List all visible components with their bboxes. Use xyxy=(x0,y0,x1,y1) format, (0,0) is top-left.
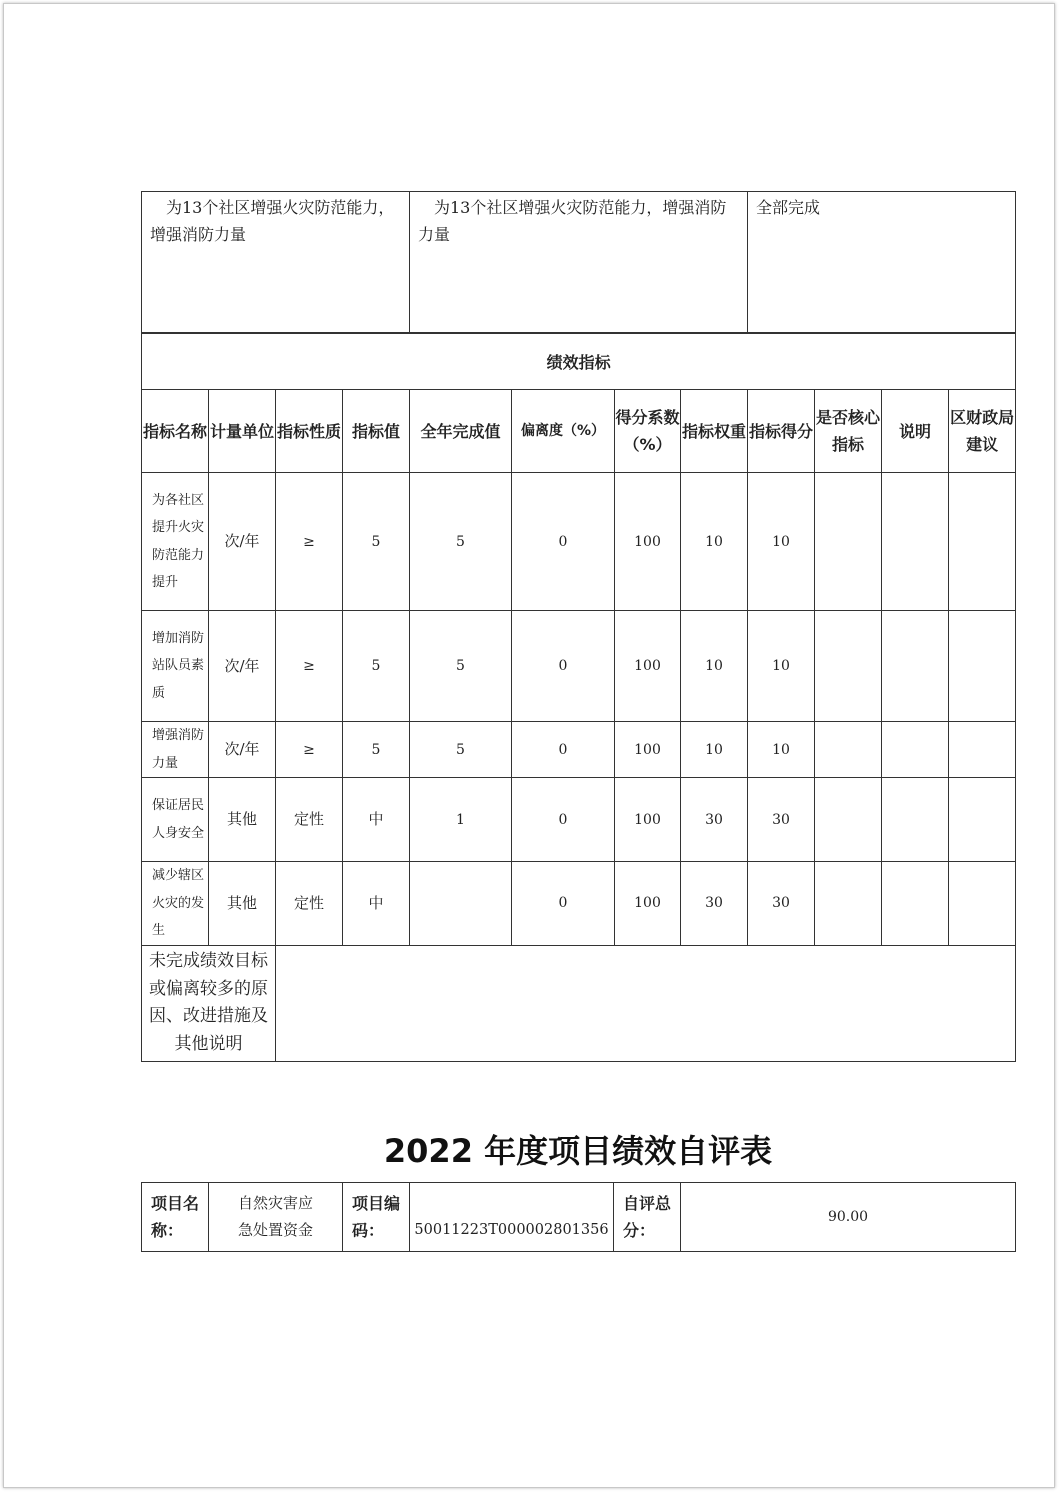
header-note: 说明 xyxy=(882,390,949,473)
row-advice xyxy=(949,778,1016,862)
row-note xyxy=(882,722,949,778)
project-info-table xyxy=(141,1182,1016,1252)
section-title: 绩效指标 xyxy=(142,333,1016,390)
row-coef: 100 xyxy=(615,778,681,862)
row-coef: 100 xyxy=(615,611,681,722)
note-label: 未完成绩效目标或偏离较多的原因、改进措施及其他说明 xyxy=(142,945,276,1061)
row-nature: ≥ xyxy=(276,611,343,722)
row-unit: 其他 xyxy=(209,862,276,946)
actual-text: 为13个社区增强火灾防范能力，增强消防力量 xyxy=(410,192,748,334)
row-core xyxy=(815,473,882,611)
row-name: 保证居民人身安全 xyxy=(142,778,209,862)
header-coef: 得分系数（%） xyxy=(615,390,681,473)
row-name: 为各社区提升火灾防范能力提升 xyxy=(142,473,209,611)
row-nature: 定性 xyxy=(276,778,343,862)
row-deviation: 0 xyxy=(512,473,615,611)
status-text: 全部完成 xyxy=(748,192,1016,334)
row-advice xyxy=(949,722,1016,778)
row-weight: 30 xyxy=(681,778,748,862)
header-core: 是否核心指标 xyxy=(815,390,882,473)
row-actual: 5 xyxy=(410,473,512,611)
document-title: 2022 年度项目绩效自评表 xyxy=(383,1132,773,1170)
table-row xyxy=(142,611,1016,722)
row-weight: 10 xyxy=(681,473,748,611)
row-name: 增加消防站队员素质 xyxy=(142,611,209,722)
row-coef: 100 xyxy=(615,473,681,611)
row-score: 30 xyxy=(748,778,815,862)
row-score: 10 xyxy=(748,473,815,611)
goal-summary-table xyxy=(141,191,1016,334)
self-score-label: 自评总分： xyxy=(614,1183,681,1252)
self-score-value: 90.00 xyxy=(681,1183,1016,1252)
row-score: 30 xyxy=(748,862,815,946)
row-advice xyxy=(949,473,1016,611)
row-nature: ≥ xyxy=(276,473,343,611)
row-weight: 30 xyxy=(681,862,748,946)
table-row xyxy=(142,473,1016,611)
row-unit: 次/年 xyxy=(209,722,276,778)
performance-indicator-table xyxy=(141,332,1016,1062)
project-code-label: 项目编码： xyxy=(343,1183,410,1252)
table-row xyxy=(142,862,1016,946)
row-deviation: 0 xyxy=(512,862,615,946)
row-unit: 次/年 xyxy=(209,473,276,611)
row-note xyxy=(882,473,949,611)
project-code-value: 50011223T000002801356 xyxy=(410,1183,614,1252)
row-name: 增强消防力量 xyxy=(142,722,209,778)
header-nature: 指标性质 xyxy=(276,390,343,473)
header-advice: 区财政局建议 xyxy=(949,390,1016,473)
goal-text: 为13个社区增强火灾防范能力，增强消防力量 xyxy=(142,192,410,334)
row-advice xyxy=(949,862,1016,946)
row-target: 中 xyxy=(343,778,410,862)
row-core xyxy=(815,862,882,946)
row-weight: 10 xyxy=(681,722,748,778)
header-unit: 计量单位 xyxy=(209,390,276,473)
row-note xyxy=(882,611,949,722)
row-deviation: 0 xyxy=(512,722,615,778)
row-core xyxy=(815,722,882,778)
row-score: 10 xyxy=(748,722,815,778)
row-nature: ≥ xyxy=(276,722,343,778)
row-name: 减少辖区火灾的发生 xyxy=(142,862,209,946)
row-note xyxy=(882,778,949,862)
row-unit: 次/年 xyxy=(209,611,276,722)
row-core xyxy=(815,778,882,862)
row-actual xyxy=(410,862,512,946)
row-target: 5 xyxy=(343,611,410,722)
table-row xyxy=(142,778,1016,862)
row-actual: 5 xyxy=(410,722,512,778)
row-nature: 定性 xyxy=(276,862,343,946)
project-name-label: 项目名称： xyxy=(142,1183,209,1252)
row-deviation: 0 xyxy=(512,611,615,722)
row-core xyxy=(815,611,882,722)
header-name: 指标名称 xyxy=(142,390,209,473)
row-unit: 其他 xyxy=(209,778,276,862)
row-score: 10 xyxy=(748,611,815,722)
row-actual: 5 xyxy=(410,611,512,722)
header-score: 指标得分 xyxy=(748,390,815,473)
row-coef: 100 xyxy=(615,862,681,946)
header-weight: 指标权重 xyxy=(681,390,748,473)
row-actual: 1 xyxy=(410,778,512,862)
row-target: 中 xyxy=(343,862,410,946)
row-target: 5 xyxy=(343,722,410,778)
table-row xyxy=(142,722,1016,778)
row-deviation: 0 xyxy=(512,778,615,862)
header-target: 指标值 xyxy=(343,390,410,473)
note-value xyxy=(276,945,1016,1061)
header-actual: 全年完成值 xyxy=(410,390,512,473)
row-target: 5 xyxy=(343,473,410,611)
row-coef: 100 xyxy=(615,722,681,778)
row-note xyxy=(882,862,949,946)
row-weight: 10 xyxy=(681,611,748,722)
header-deviation: 偏离度（%） xyxy=(512,390,615,473)
project-name-value: 自然灾害应急处置资金 xyxy=(209,1183,343,1252)
row-advice xyxy=(949,611,1016,722)
